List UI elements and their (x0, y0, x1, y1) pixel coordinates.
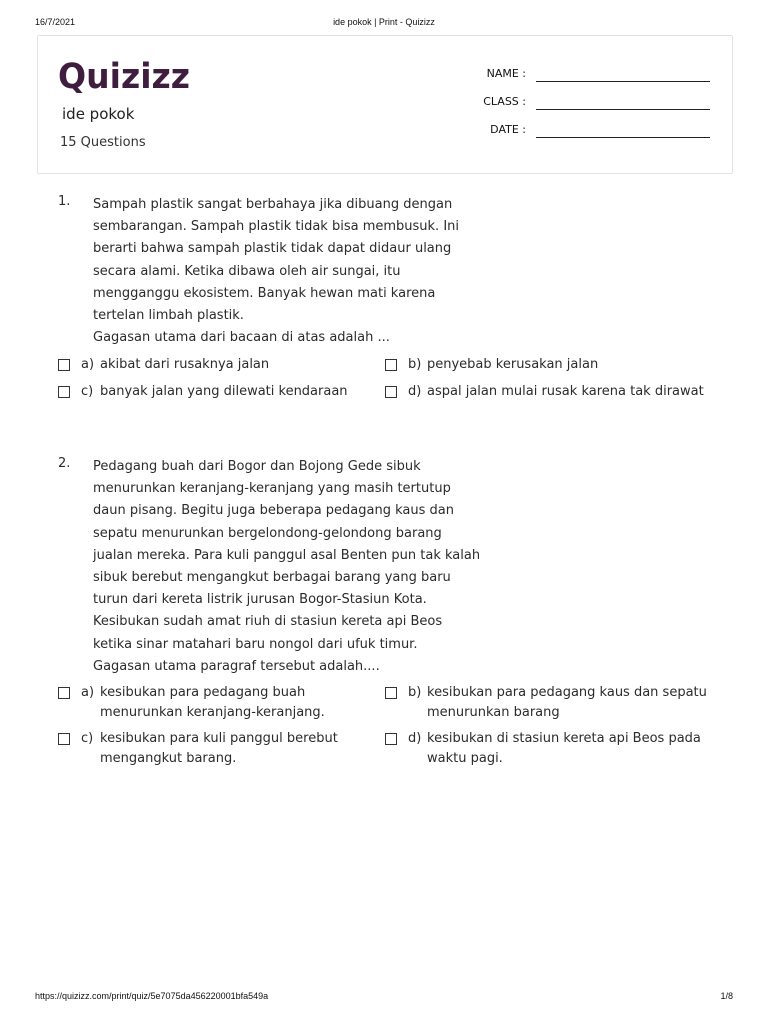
option-text (427, 729, 701, 769)
option-letter: c) (81, 384, 94, 399)
option-letter: d) (408, 384, 422, 399)
checkbox-icon[interactable] (58, 733, 70, 745)
option-letter: c) (81, 731, 94, 746)
quizizz-logo (58, 54, 198, 94)
option-line: kesibukan di stasiun kereta api Beos pada (427, 731, 701, 746)
question-line: Gagasan utama paragraf tersebut adalah.... (93, 658, 380, 674)
question-line: daun pisang. Begitu juga beberapa pedagang kaus dan (93, 503, 454, 519)
option-line: aspal jalan mulai rusak karena tak dirawat (427, 384, 704, 399)
option-text (100, 382, 348, 402)
name-label: NAME : (486, 67, 526, 80)
class-line[interactable] (536, 109, 710, 110)
checkbox-icon[interactable] (385, 386, 397, 398)
question-line: sibuk berebut mengangkut berbagai barang yang baru (93, 570, 451, 586)
print-footer (35, 991, 733, 1005)
svg-text:Quizizz: Quizizz (58, 57, 190, 94)
class-field[interactable] (470, 92, 710, 120)
question-line: Sampah plastik sangat berbahaya jika dibuang dengan (93, 197, 453, 212)
page-url: https://quizizz.com/print/quiz/5e7075da456220001bfa549a (35, 991, 269, 1001)
checkbox-icon[interactable] (385, 359, 397, 371)
question-line: sembarangan. Sampah plastik tidak bisa membusuk. Ini (93, 219, 459, 235)
option-line: akibat dari rusaknya jalan (100, 357, 270, 372)
checkbox-icon[interactable] (58, 359, 70, 371)
question-number: 2. (58, 456, 71, 471)
question-text (93, 194, 473, 349)
question-line: ketika sinar matahari baru nongol dari ufuk timur. (93, 636, 418, 652)
option-line: kesibukan para pedagang buah (100, 685, 306, 700)
option-text (100, 683, 325, 723)
question-line: menurunkan keranjang-keranjang yang masih tertutup (93, 481, 451, 497)
class-label: CLASS : (483, 95, 526, 108)
option-line: kesibukan para kuli panggul berebut (100, 731, 338, 746)
print-date: 16/7/2021 (35, 17, 76, 27)
checkbox-icon[interactable] (58, 386, 70, 398)
name-line[interactable] (536, 81, 710, 82)
question-line: Pedagang buah dari Bogor dan Bojong Gede sibuk (93, 459, 421, 474)
checkbox-icon[interactable] (385, 733, 397, 745)
option-letter: d) (408, 731, 422, 746)
option-letter: a) (81, 685, 95, 700)
date-label: DATE : (490, 123, 526, 136)
option-text (427, 382, 704, 402)
option-line: menurunkan barang (427, 705, 560, 720)
option-line: kesibukan para pedagang kaus dan sepatu (427, 685, 707, 700)
checkbox-icon[interactable] (385, 687, 397, 699)
quiz-header-card (37, 35, 733, 174)
page-number: 1/8 (720, 991, 733, 1001)
quiz-title: ide pokok (62, 105, 135, 123)
option-letter: b) (408, 685, 422, 700)
question-line: Kesibukan sudah amat riuh di stasiun kereta api Beos (93, 614, 443, 630)
name-field[interactable] (470, 64, 710, 92)
option-text (427, 683, 707, 723)
option-line: penyebab kerusakan jalan (427, 357, 599, 372)
student-fields (470, 64, 710, 148)
question-line: turun dari kereta listrik jurusan Bogor-Stasiun Kota. (93, 592, 427, 608)
print-title: ide pokok | Print - Quizizz (333, 17, 435, 27)
question-line: berarti bahwa sampah plastik tidak dapat didaur ulang (93, 241, 452, 257)
question-line: Gagasan utama dari bacaan di atas adalah ... (93, 330, 390, 346)
question-line: tertelan limbah plastik. (93, 308, 244, 324)
question-count: 15 Questions (60, 135, 146, 150)
option-text (100, 355, 269, 375)
date-field[interactable] (470, 120, 710, 148)
question-line: secara alami. Ketika dibawa oleh air sungai, itu (93, 263, 401, 279)
question-number: 1. (58, 194, 71, 209)
question-text (93, 456, 481, 678)
print-header (35, 17, 733, 31)
question-line: mengganggu ekosistem. Banyak hewan mati karena (93, 285, 436, 301)
option-text (100, 729, 338, 769)
option-letter: b) (408, 357, 422, 372)
option-line: banyak jalan yang dilewati kendaraan (100, 384, 348, 399)
option-text (427, 355, 598, 375)
option-letter: a) (81, 357, 95, 372)
checkbox-icon[interactable] (58, 687, 70, 699)
date-line[interactable] (536, 137, 710, 138)
question-line: jualan mereka. Para kuli panggul asal Benten pun tak kalah (93, 547, 481, 563)
option-line: menurunkan keranjang-keranjang. (100, 705, 325, 720)
question-line: sepatu menurunkan bergelondong-gelondong barang (93, 525, 442, 541)
option-line: waktu pagi. (427, 751, 503, 766)
option-line: mengangkut barang. (100, 751, 237, 766)
